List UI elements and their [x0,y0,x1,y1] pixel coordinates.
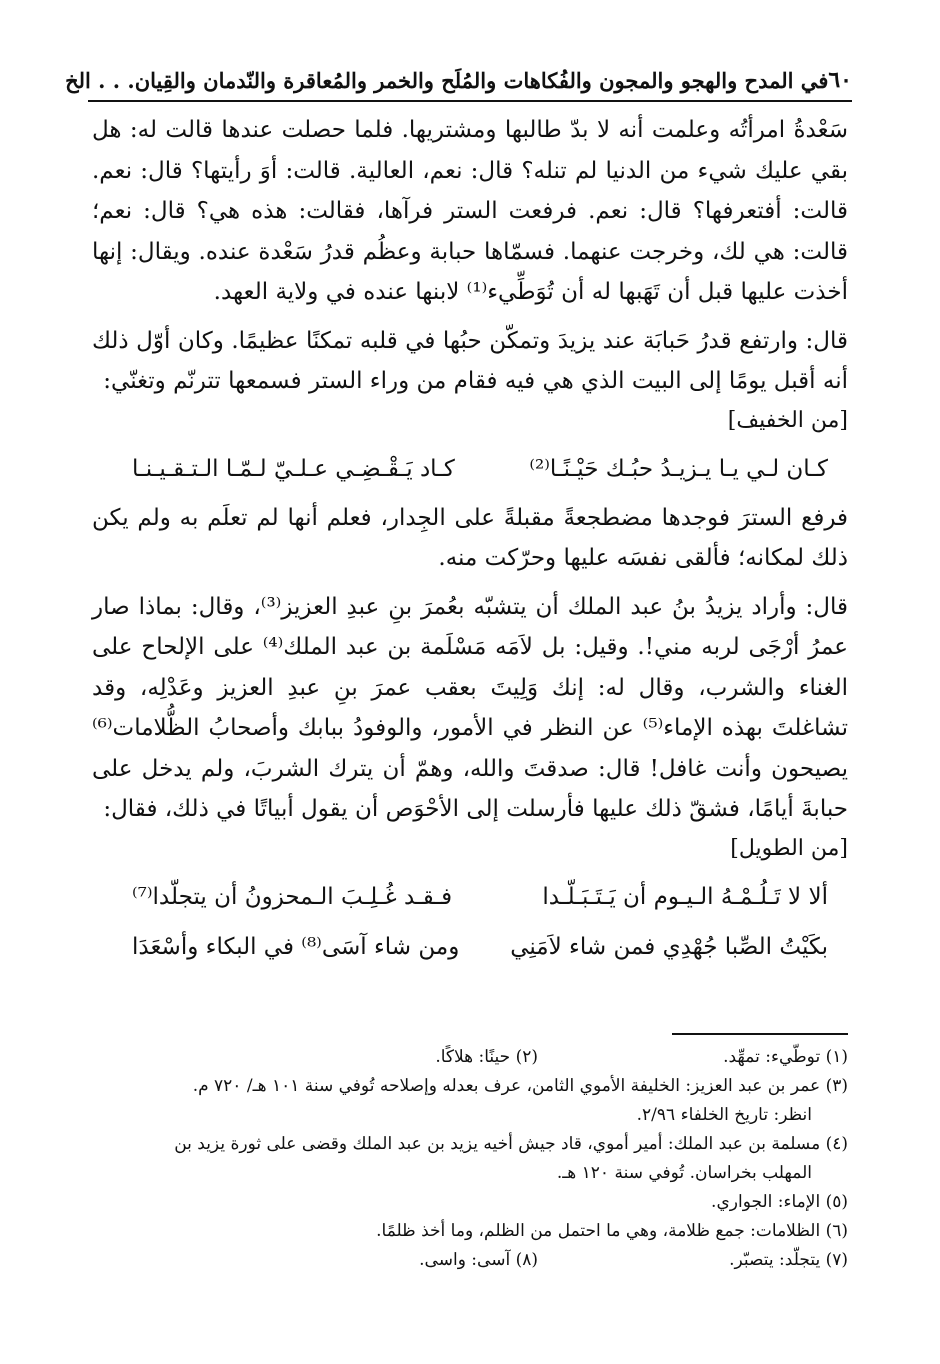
verse-first-hemistich: ألا لا تَـلُـمْـهُ الـيـوم أن يَـتَـبَـلّـدا [542,883,828,910]
footnotes [92,1043,848,1275]
footnote-4-continuation: المهلب بخراسان. تُوفي سنة ١٢٠ هـ. [556,1163,812,1183]
page-number: ٦٠ [828,67,852,93]
main-text [92,110,848,976]
verse-second-hemistich: فـقـد غُـلِـبَ الـمحزونُ أن يتجلّدا⁽⁷⁾ [132,883,453,910]
footnote-row [92,1043,848,1072]
verse-first-hemistich: كـان لـي يـا يـزيـدُ حبُـك حَيْـنًـا⁽²⁾ [529,455,828,482]
footnote-8: (٨) آسى: واسى. [419,1250,538,1270]
running-header [65,60,852,102]
verse-line [132,448,828,490]
footnote-7: (٧) يتجلّد: يتصبّر. [729,1250,848,1270]
footnote-row [92,1246,848,1275]
footnote-3-continuation: انظر: تاريخ الخلفاء ٢/٩٦. [636,1105,812,1125]
footnote-divider [672,1033,848,1035]
verse-line [132,926,828,968]
footnote-2: (٢) حينًا: هلاكًا. [435,1047,538,1067]
verse-first-hemistich: بكَيْتُ الصِّبا جُهْدِي فمن شاء لاَمَنِي [510,933,828,960]
meter-label-khafif: [من الخفيف] [727,407,848,433]
paragraph-1: سَعْدةُ امرأتُه وعلمت أنه لا بدّ طالبها ومشتريها. فلما حصلت عندها قالت له: هل بقي عليك شيء من الدنيا لم تنله؟ قال: نعم، العالية. قالت: أوَ رأيتها؟ قال: نعم. قالت: أفتعرفها؟ قال: نعم. فرفعت الستر فرآها، فقالت: هذه هي؟ قال: نعم؛ قالت: هي لك، وخرجت عنهما. فسمّاها حبابة وعظُم قدرُ سَعْدة عنده. ويقال: إنها أخذت عليها قبل أن تَهَبها له أن تُوَطِّيء⁽¹⁾ لابنها عنده في ولاية العهد. [92,117,848,305]
verse-line [132,876,828,918]
meter-label-tawil: [من الطويل] [730,835,848,861]
footnote-5: (٥) الإماء: الجواري. [711,1192,848,1212]
paragraph-3: فرفع السترَ فوجدها مضطجعةً مقبلةً على الجِدار، فعلم أنها لم تعلَم به ولم يكن ذلك لمكانه؛ فألقى نفسَه عليها وحرّكت منه. [92,504,848,571]
footnote-6: (٦) الظلامات: جمع ظلامة، وهي ما احتمل من الظلم، وما أخذ ظلمًا. [376,1221,848,1241]
verse-second-hemistich: ومن شاء آسَى⁽⁸⁾ في البكاء وأسْعَدَا [132,933,460,960]
footnote-4: (٤) مسلمة بن عبد الملك: أمير أموي، قاد جيش أخيه يزيد بن عبد الملك وقضى على ثورة يزيد بن [174,1134,848,1154]
paragraph-4: قال: وأراد يزيدُ بنُ عبد الملك أن يتشبّه بعُمرَ بنِ عبدِ العزيز⁽³⁾، وقال: بماذا صار عمرُ أرْجَى لربه مني!. وقيل: بل لاَمَه مَسْلَمة بن عبد الملك⁽⁴⁾ على الإلحاح على الغناء والشرب، وقال له: إنك وَلِيتَ بعقب عمرَ بنِ عبدِ العزيز وعَدْلِه، وقد تشاغلتَ بهذه الإماء⁽⁵⁾ عن النظر في الأمور، والوفودُ ببابك وأصحابُ الظُّلامات⁽⁶⁾ يصيحون وأنت غافل! قال: صدقتَ والله، وهمّ أن يترك الشربَ، ولم يدخل على حبابةَ أيامًا، فشقّ ذلك عليها فأرسلت إلى الأحْوَص أن يقول أبياتًا في ذلك، فقال: [92,593,849,822]
paragraph-2: قال: وارتفع قدرُ حَبابَة عند يزيدَ وتمكّن حبُها في قلبه تمكنًا عظيمًا. وكان أوّل ذلك أنه أقبل يومًا إلى البيت الذي هي فيه فقام من وراء الستر فسمعها تترنّم وتغنّي: [92,327,848,394]
verse-second-hemistich: كـاد يَـقْـضِـي عـلـيّ لـمّـا الـتـقـيـنـا [132,455,455,482]
footnote-1: (١) توطّيء: تمهِّد. [723,1047,848,1067]
header-title: في المدح والهجو والمجون والفُكاهات والمُلَح والخمر والمُعاقرة والنّدمان والقِيان. . . الخ [65,67,829,93]
footnote-3: (٣) عمر بن عبد العزيز: الخليفة الأموي الثامن، عرف بعدله وإصلاحه تُوفي سنة ١٠١ هـ/ ٧٢٠ م. [192,1076,848,1096]
